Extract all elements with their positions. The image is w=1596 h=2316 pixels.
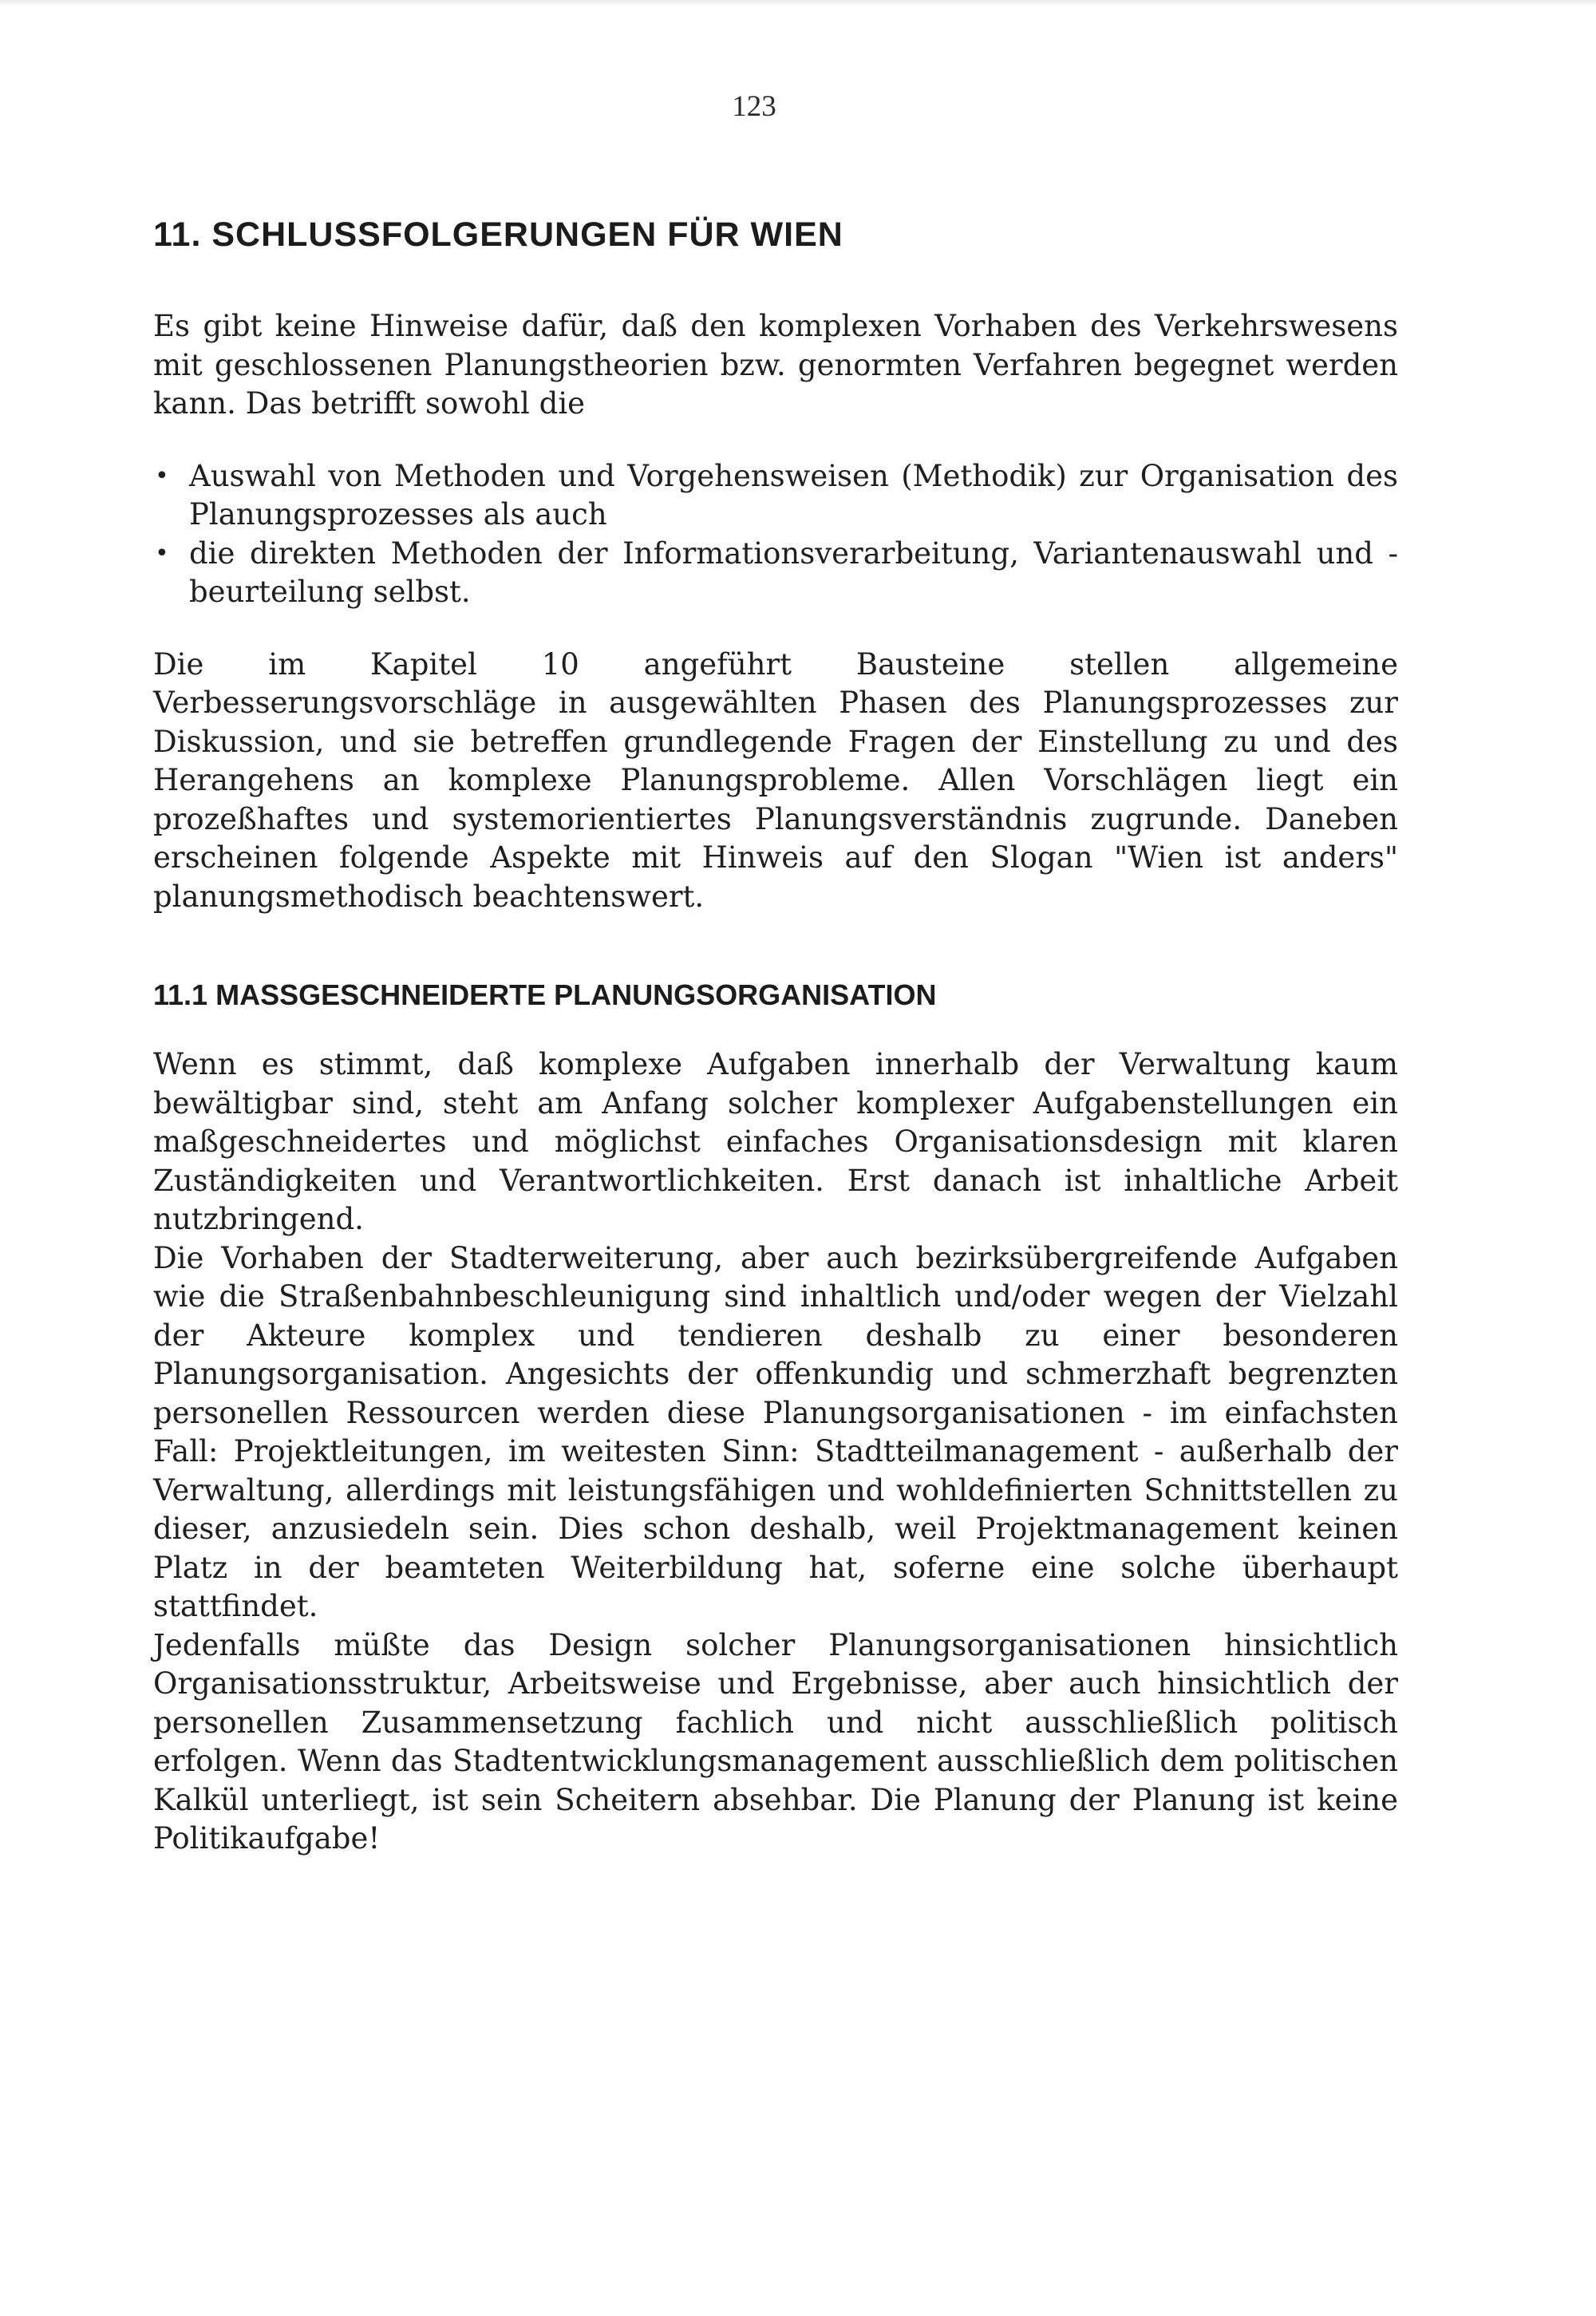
bullet-icon: • xyxy=(155,539,169,567)
intro-paragraph: Es gibt keine Hinweise dafür, daß den komplexen Vorhaben des Verkehrswesens mit geschlossenen Planungstheorien bzw. genormten Verfahren begegnet werden kann. Das betrifft sowohl die xyxy=(153,309,1398,421)
bullet-item xyxy=(153,535,1398,612)
bullet-text: Auswahl von Methoden und Vorgehensweisen (Methodik) zur Organisation des Planungsprozesses als auch xyxy=(189,458,1398,532)
scan-top-edge xyxy=(0,0,1596,6)
bullet-item xyxy=(153,457,1398,535)
section-paragraph-3: Jedenfalls müßte das Design solcher Planungsorganisationen hinsichtlich Organisationsstruktur, Arbeitsweise und Ergebnisse, aber auch hinsichtlich der personellen Zusammensetzung fachlich und nicht ausschließlich politisch erfolgen. Wenn das Stadtentwicklungsmanagement ausschließlich dem politischen Kalkül unterliegt, ist sein Scheitern absehbar. Die Planung der Planung ist keine Politikaufgabe! xyxy=(153,1627,1398,1856)
chapter-paragraph-2: Die im Kapitel 10 angeführt Bausteine stellen allgemeine Verbesserungsvorschläge in ausgewählten Phasen des Planungsprozesses zur Diskussion, und sie betreffen grundlegende Fragen der Einstellung zu und des Herangehens an komplexe Planungsprobleme. Allen Vorschlägen liegt ein prozeßhaftes und systemorientiertes Planungsverständnis zugrunde. Daneben erscheinen folgende Aspekte mit Hinweis auf den Slogan "Wien ist anders" planungsmethodisch beachtenswert. xyxy=(153,646,1398,914)
chapter-title: 11. SCHLUSSFOLGERUNGEN FÜR WIEN xyxy=(153,215,843,254)
section-paragraph-2: Die Vorhaben der Stadterweiterung, aber auch bezirksübergreifende Aufgaben wie die Straßenbahnbeschleunigung sind inhaltlich und/oder wegen der Vielzahl der Akteure komplex und tendieren deshalb zu einer besonderen Planungsorganisation. Angesichts der offenkundig und schmerzhaft begrenzten personellen Ressourcen werden diese Planungsorganisationen - im einfachsten Fall: Projektleitungen, im weitesten Sinn: Stadtteilmanagement - außerhalb der Verwaltung, allerdings mit leistungsfähigen und wohldefinierten Schnittstellen zu dieser, anzusiedeln sein. Dies schon deshalb, weil Projektmanagement keinen Platz in der beamteten Weiterbildung hat, soferne eine solche überhaupt stattfindet. xyxy=(153,1240,1398,1623)
page-number: 123 xyxy=(732,90,776,123)
bullet-text: die direkten Methoden der Informationsverarbeitung, Variantenauswahl und -beurteilung selbst. xyxy=(189,536,1398,609)
section-paragraph-1: Wenn es stimmt, daß komplexe Aufgaben innerhalb der Verwaltung kaum bewältigbar sind, steht am Anfang solcher komplexer Aufgabenstellungen ein maßgeschneidertes und möglichst einfaches Organisationsdesign mit klaren Zuständigkeiten und Verantwortlichkeiten. Erst danach ist inhaltliche Arbeit nutzbringend. xyxy=(153,1047,1398,1236)
bullet-list xyxy=(153,457,1398,612)
document-body xyxy=(153,215,1398,1859)
bullet-icon: • xyxy=(155,461,169,490)
section-title: 11.1 MASSGESCHNEIDERTE PLANUNGSORGANISATION xyxy=(153,978,937,1011)
